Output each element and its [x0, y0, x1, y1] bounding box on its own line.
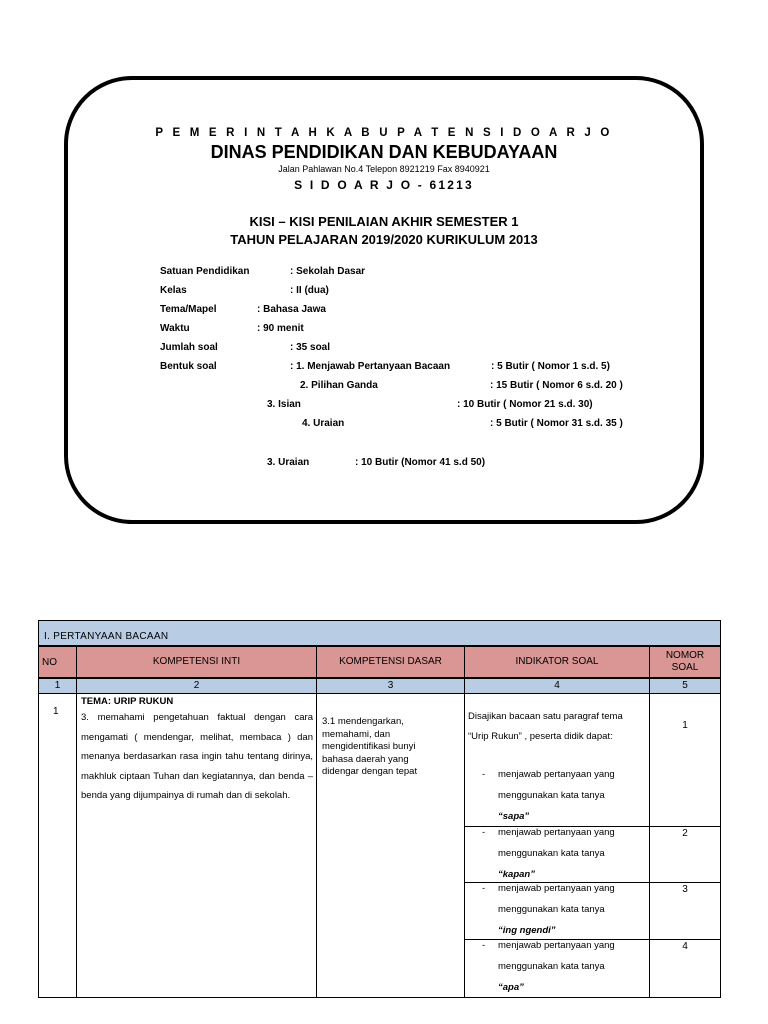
kompetensi-dasar-cell — [316, 693, 465, 998]
indikator-item-1-text: menjawab pertanyaan yang menggunakan kata tanya — [498, 769, 615, 801]
bentuk-item-5: 3. Uraian — [267, 457, 310, 468]
col-number-5: 5 — [649, 678, 721, 694]
indikator-item-2-keyword: “kapan” — [498, 869, 535, 880]
department-city: S I D O A R J O - 61213 — [294, 178, 474, 192]
bentuk-item-3-count: : 10 Butir ( Nomor 21 s.d. 30) — [457, 399, 593, 410]
indikator-item-4-keyword: “apa” — [498, 982, 524, 993]
indikator-dash-4: - — [482, 940, 486, 951]
satuan-label: Satuan Pendidikan — [160, 266, 250, 277]
row-no: 1 — [53, 706, 59, 717]
mapel-label: Tema/Mapel — [160, 304, 217, 315]
col-number-1: 1 — [38, 678, 77, 694]
indikator-item-1-keyword: “sapa” — [498, 811, 530, 822]
col-number-2: 2 — [76, 678, 317, 694]
bentuk-item-3: 3. Isian — [267, 399, 301, 410]
satuan-value: : Sekolah Dasar — [290, 266, 366, 277]
nomor-cell-3 — [649, 882, 721, 940]
department-address: Jalan Pahlawan No.4 Telepon 8921219 Fax 8940921 — [278, 164, 490, 174]
jumlah-label: Jumlah soal — [160, 342, 218, 353]
header-indikator-soal: INDIKATOR SOAL — [464, 646, 650, 678]
mapel-value: : Bahasa Jawa — [257, 304, 326, 315]
nomor-value-2: 2 — [682, 828, 688, 839]
section-title-bar — [38, 620, 721, 646]
kelas-label: Kelas — [160, 285, 187, 296]
nomor-value-4: 4 — [682, 941, 688, 952]
kelas-value: : II (dua) — [290, 285, 329, 296]
indikator-intro: Disajikan bacaan satu paragraf tema “Urip Rukun” , peserta didik dapat: — [468, 711, 623, 742]
bentuk-item-1-count: : 5 Butir ( Nomor 1 s.d. 5) — [491, 361, 610, 372]
bentuk-label: Bentuk soal — [160, 361, 217, 372]
bentuk-item-5-count: : 10 Butir (Nomor 41 s.d 50) — [355, 457, 486, 468]
indikator-item-4-text: menjawab pertanyaan yang menggunakan kata tanya — [498, 940, 615, 972]
department-name: DINAS PENDIDIKAN DAN KEBUDAYAAN — [210, 142, 558, 162]
kompetensi-dasar-text: 3.1 mendengarkan, memahami, dan mengidentifikasi bunyi bahasa daerah yang didengar dengan tepat — [322, 716, 418, 777]
bentuk-item-1: : 1. Menjawab Pertanyaan Bacaan — [290, 361, 451, 372]
indikator-dash-1: - — [482, 769, 486, 780]
col-number-4: 4 — [464, 678, 650, 694]
col-number-3: 3 — [316, 678, 465, 694]
indikator-item-3-text: menjawab pertanyaan yang menggunakan kata tanya — [498, 883, 615, 915]
nomor-cell-4 — [649, 939, 721, 998]
nomor-value-1: 1 — [682, 720, 688, 731]
kisi-table — [38, 620, 721, 998]
indikator-dash-3: - — [482, 883, 486, 894]
indikator-item-3-keyword: “ing ngendi” — [498, 925, 556, 936]
header-kompetensi-dasar: KOMPETENSI DASAR — [316, 646, 465, 678]
waktu-label: Waktu — [160, 323, 190, 334]
government-name: P E M E R I N T A H K A B U P A T E N S I D O A R J O — [155, 127, 613, 139]
document-title: KISI – KISI PENILAIAN AKHIR SEMESTER 1 — [249, 214, 519, 229]
kompetensi-inti-text: 3. memahami pengetahuan faktual dengan cara mengamati ( mendengar, melihat, membaca ) dan menanya berdasarkan rasa ingin tahu tentang dirinya, makhluk ciptaan Tuhan dan kegiatannya, dan benda – benda yang dijumpainya di rumah dan di sekolah. — [81, 712, 313, 801]
bentuk-item-2-count: : 15 Butir ( Nomor 6 s.d. 20 ) — [490, 380, 623, 391]
indikator-dash-2: - — [482, 827, 486, 838]
bentuk-item-2: 2. Pilihan Ganda — [300, 380, 378, 391]
jumlah-value: : 35 soal — [290, 342, 331, 353]
theme-title: TEMA: URIP RUKUN — [81, 696, 174, 707]
header-kompetensi-inti: KOMPETENSI INTI — [76, 646, 317, 678]
header-nomor-soal: NOMOR SOAL — [649, 646, 721, 678]
section-title: I. PERTANYAAN BACAAN — [44, 631, 169, 642]
indikator-item-2-text: menjawab pertanyaan yang menggunakan kata tanya — [498, 827, 615, 859]
nomor-cell-1 — [649, 693, 721, 827]
document-subtitle: TAHUN PELAJARAN 2019/2020 KURIKULUM 2013 — [230, 232, 538, 247]
bentuk-item-4-count: : 5 Butir ( Nomor 31 s.d. 35 ) — [490, 418, 623, 429]
nomor-cell-2 — [649, 826, 721, 883]
kompetensi-inti-cell — [76, 693, 317, 998]
header-no: NO — [38, 646, 77, 678]
nomor-value-3: 3 — [682, 884, 688, 895]
row-no-cell — [38, 693, 77, 998]
waktu-value: : 90 menit — [257, 323, 304, 334]
bentuk-item-4: 4. Uraian — [302, 418, 345, 429]
